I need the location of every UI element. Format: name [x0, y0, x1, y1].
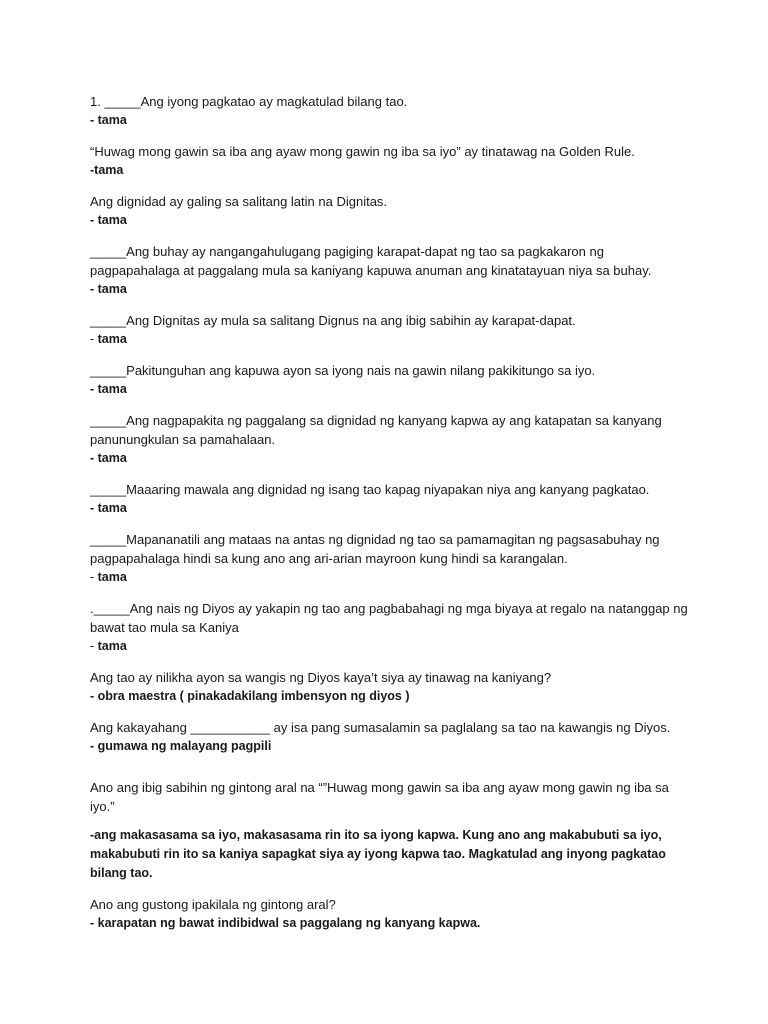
qa-item-13-answer — [90, 826, 690, 883]
answer-value: tama — [97, 382, 127, 396]
answer-text — [90, 449, 690, 468]
question-text: _____Maaaring mawala ang dignidad ng isang tao kapag niyapakan niya ang kanyang pagkatao. — [90, 482, 650, 497]
answer-text — [90, 280, 690, 299]
answer-text — [90, 737, 690, 756]
question-text: 1. _____Ang iyong pagkatao ay magkatulad bilang tao. — [90, 94, 408, 109]
qa-item-12 — [90, 718, 690, 756]
answer-lead: - — [90, 451, 98, 465]
qa-item-6 — [90, 361, 690, 399]
question-text: Ang dignidad ay galing sa salitang latin na Dignitas. — [90, 194, 388, 209]
answer-text — [90, 380, 690, 399]
answer-text: -ang makasasama sa iyo, makasasama rin ito sa iyong kapwa. Kung ano ang makabubuti sa iyo, makabubuti rin ito sa kaniya sapagkat siya ay iyong kapwa tao. Magkatulad ang inyong pagkatao bilang tao. — [90, 828, 666, 880]
answer-text — [90, 161, 690, 180]
question-text: Ang kakayahang ___________ ay isa pang sumasalamin sa paglalang sa tao na kawangis ng Diyos. — [90, 720, 671, 735]
answer-value: tama — [97, 639, 127, 653]
answer-value: tama — [97, 282, 127, 296]
qa-item-14 — [90, 895, 690, 933]
qa-item-11 — [90, 668, 690, 706]
answer-lead: - — [90, 163, 95, 177]
answer-value: tama — [97, 213, 127, 227]
question-text: “Huwag mong gawin sa iba ang ayaw mong gawin ng iba sa iyo” ay tinatawag na Golden Rule. — [90, 144, 635, 159]
qa-item-3 — [90, 192, 690, 230]
qa-item-4 — [90, 242, 690, 299]
question-text: ._____Ang nais ng Diyos ay yakapin ng tao ang pagbabahagi ng mga biyaya at regalo na natanggap ng bawat tao mula sa Kaniya — [90, 601, 688, 635]
answer-lead: - — [90, 501, 98, 515]
question-text: _____Pakitunguhan ang kapuwa ayon sa iyong nais na gawin nilang pakikitungo sa iyo. — [90, 363, 596, 378]
document-body — [90, 92, 690, 945]
qa-item-7 — [90, 411, 690, 468]
question-text: _____Ang buhay ay nangangahulugang pagiging karapat-dapat ng tao sa pagkakaron ng pagpapahalaga at paggalang mula sa kaniyang kapuwa anuman ang kinatatayuan niya sa buhay. — [90, 244, 652, 278]
qa-item-10 — [90, 599, 690, 656]
answer-value: tama — [97, 451, 127, 465]
question-text: _____Ang Dignitas ay mula sa salitang Dignus na ang ibig sabihin ay karapat-dapat. — [90, 313, 576, 328]
answer-lead: - — [90, 739, 98, 753]
question-text: Ano ang gustong ipakilala ng gintong aral? — [90, 897, 336, 912]
answer-lead: - — [90, 213, 98, 227]
question-text: Ano ang ibig sabihin ng gintong aral na “”Huwag mong gawin sa iba ang ayaw mong gawin ng iba sa iyo.” — [90, 780, 669, 814]
answer-text — [90, 637, 690, 656]
answer-lead: - — [90, 382, 98, 396]
answer-value: obra maestra ( pinakadakilang imbensyon ng diyos ) — [97, 689, 410, 703]
qa-item-13 — [90, 778, 690, 816]
question-text: Ang tao ay nilikha ayon sa wangis ng Diyos kaya’t siya ay tinawag na kaniyang? — [90, 670, 552, 685]
qa-item-9 — [90, 530, 690, 587]
answer-text — [90, 499, 690, 518]
question-text: _____Mapananatili ang mataas na antas ng dignidad ng tao sa pamamagitan ng pagsasabuhay ng pagpapahalaga hindi sa kung ano ang ari-arian mayroon kung hindi sa karangalan. — [90, 532, 660, 566]
answer-text — [90, 687, 690, 706]
question-text: _____Ang nagpapakita ng paggalang sa dignidad ng kanyang kapwa ay ang katapatan sa kanyang panunungkulan sa pamahalaan. — [90, 413, 662, 447]
answer-lead: - — [90, 639, 98, 653]
answer-text — [90, 211, 690, 230]
answer-lead: - — [90, 282, 98, 296]
answer-text — [90, 568, 690, 587]
answer-lead: - — [90, 689, 98, 703]
answer-text: - karapatan ng bawat indibidwal sa paggalang ng kanyang kapwa. — [90, 916, 481, 930]
answer-value: tama — [97, 570, 127, 584]
answer-lead: - — [90, 113, 98, 127]
answer-value: gumawa ng malayang pagpili — [97, 739, 272, 753]
answer-value: tama — [97, 332, 127, 346]
answer-value: tama — [97, 501, 127, 515]
answer-value: tama — [97, 113, 127, 127]
qa-item-2 — [90, 142, 690, 180]
qa-item-5 — [90, 311, 690, 349]
qa-item-8 — [90, 480, 690, 518]
answer-text — [90, 330, 690, 349]
answer-lead: - — [90, 570, 98, 584]
qa-item-1 — [90, 92, 690, 130]
answer-value: tama — [94, 163, 124, 177]
answer-lead: - — [90, 332, 98, 346]
answer-text — [90, 111, 690, 130]
